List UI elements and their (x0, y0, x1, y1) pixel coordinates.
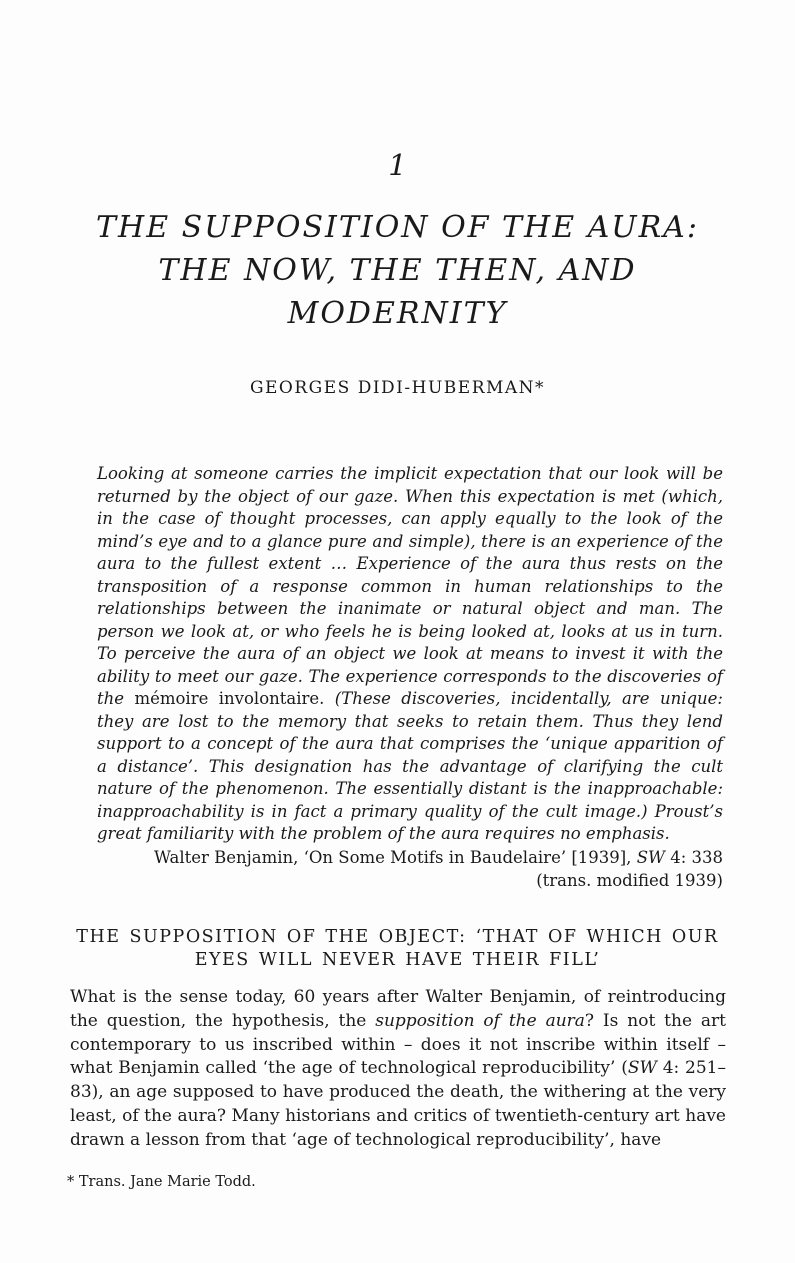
epigraph-text: Looking at someone carries the implicit expectation that our look will be returned by the object of our gaze. When this expectation is met (which, in the case of thought processes, can apply equally to the look of the mind’s eye and to a glance pure and simple), there is an experience of the aura to the fullest extent … Experience of the aura thus rests on the transposition of a response common in human relationships to the relationships between the inanimate or natural object and man. The person we look at, or who feels he is being looked at, looks at us in turn. To perceive the aura of an object we look at means to invest it with the ability to meet our gaze. The experience corresponds to the discoveries of the mémoire involontaire. (These discoveries, incidentally, are unique: they are lost to the memory that seeks to retain them. Thus they lend support to a concept of the aura that comprises the ‘unique apparition of a distance’. This designation has the advantage of clarifying the cult nature of the phenomenon. The essentially distant is the inapproachable: inapproachability is in fact a primary quality of the cult image.) Proust’s great familiarity with the problem of the aura requires no emphasis. (97, 464, 723, 843)
epigraph-block (97, 463, 723, 893)
epigraph-attribution: Walter Benjamin, ‘On Some Motifs in Baudelaire’ [1939], SW 4: 338 (153, 847, 723, 867)
body-paragraph: What is the sense today, 60 years after Walter Benjamin, of reintroducing the question, the hypothesis, the supposition of the aura? Is not the art contemporary to us inscribed within – does it not inscribe within itself – what Benjamin called ‘the age of technological reproducibility’ (SW 4: 251–83), an age supposed to have produced the death, the withering at the very least, of the aura? Many historians and critics of twentieth-century art have drawn a lesson from that ‘age of technological reproducibility’, have (70, 987, 726, 1150)
chapter-number: 1 (388, 148, 407, 182)
chapter-title: THE SUPPOSITION OF THE AURA: THE NOW, THE THEN, AND MODERNITY (96, 210, 699, 331)
section-heading: THE SUPPOSITION OF THE OBJECT: ‘THAT OF WHICH OUR EYES WILL NEVER HAVE THEIR FILL’ (76, 927, 719, 970)
epigraph-attribution-line2: (trans. modified 1939) (536, 871, 723, 890)
author-byline: GEORGES DIDI-HUBERMAN* (249, 378, 546, 398)
footnote: * Trans. Jane Marie Todd. (67, 1174, 256, 1190)
